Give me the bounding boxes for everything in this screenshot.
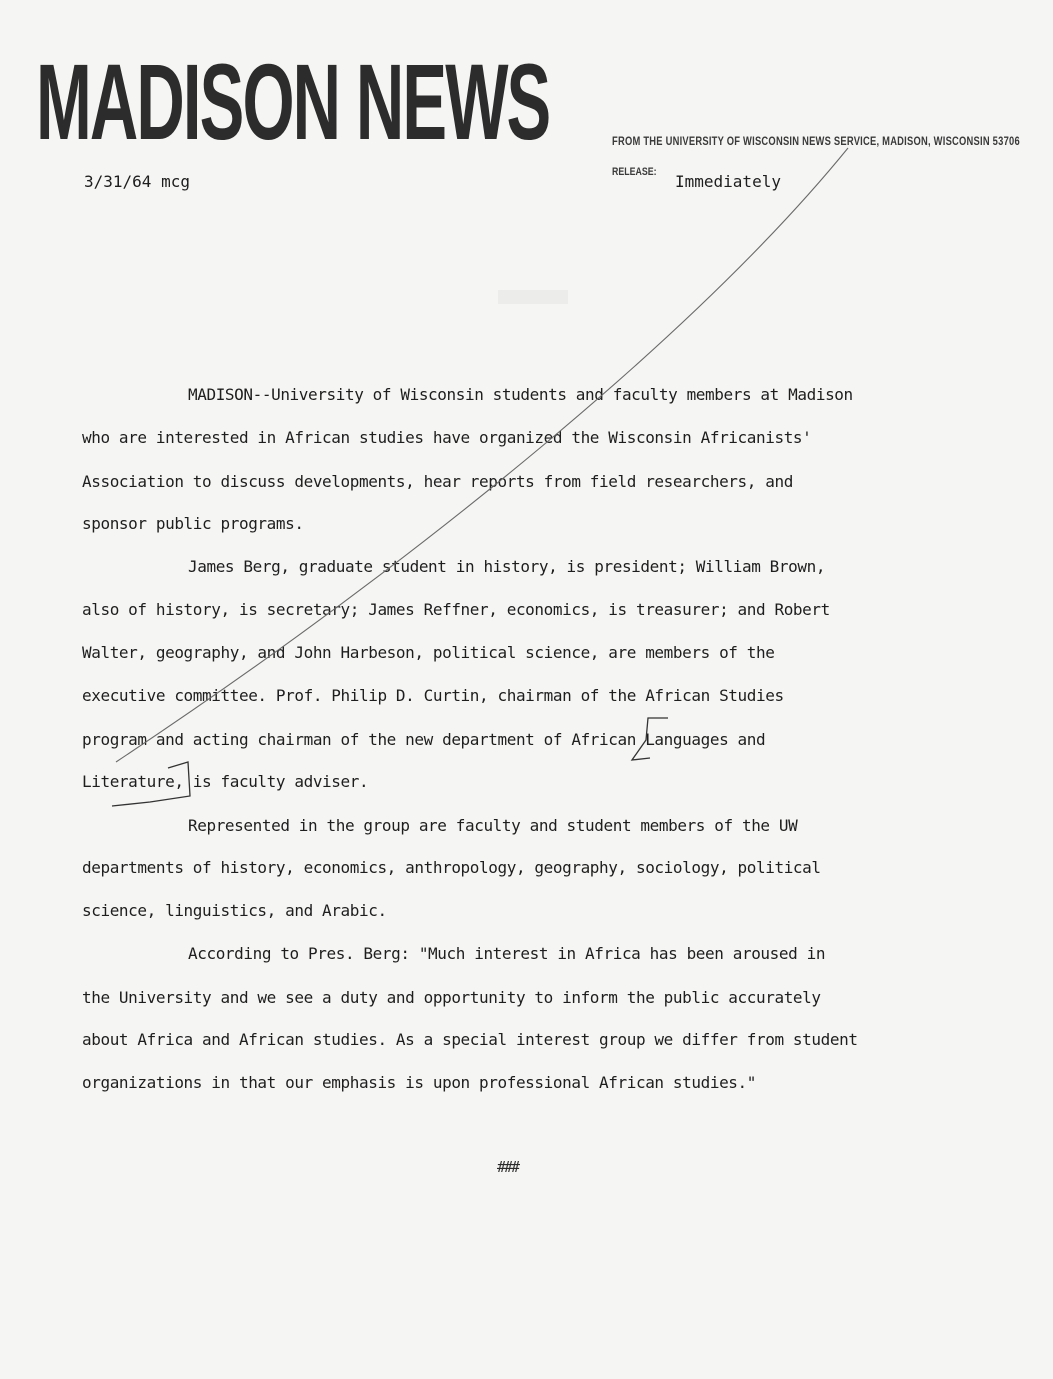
- masthead-title: MADISON NEWS: [36, 41, 550, 162]
- release-value: Immediately: [675, 172, 781, 191]
- body-line: According to Pres. Berg: "Much interest in Africa has been aroused in: [188, 944, 826, 963]
- body-line: about Africa and African studies. As a special interest group we differ from student: [82, 1030, 858, 1049]
- body-line: departments of history, economics, anthropology, geography, sociology, political: [82, 858, 821, 877]
- body-line: Represented in the group are faculty and student members of the UW: [188, 816, 798, 835]
- body-line: Literature, is faculty adviser.: [82, 772, 369, 791]
- body-line: science, linguistics, and Arabic.: [82, 901, 387, 920]
- end-mark: ###: [497, 1158, 519, 1176]
- body-line: the University and we see a duty and opportunity to inform the public accurately: [82, 988, 821, 1007]
- body-line: MADISON--University of Wisconsin students and faculty members at Madison: [188, 385, 853, 404]
- release-label: RELEASE:: [612, 166, 657, 178]
- body-line: sponsor public programs.: [82, 514, 304, 533]
- diagonal-pencil-line: [116, 148, 848, 762]
- from-line: FROM THE UNIVERSITY OF WISCONSIN NEWS SERVICE, MADISON, WISCONSIN 53706: [612, 134, 1020, 148]
- body-line: organizations in that our emphasis is upon professional African studies.": [82, 1073, 756, 1092]
- bleed-through-smudge: [498, 290, 568, 304]
- body-line: who are interested in African studies have organized the Wisconsin Africanists': [82, 428, 812, 447]
- body-line: Association to discuss developments, hear reports from field researchers, and: [82, 472, 793, 491]
- body-line: Walter, geography, and John Harbeson, political science, are members of the: [82, 643, 775, 662]
- body-line: program and acting chairman of the new department of African Languages and: [82, 730, 766, 749]
- body-line: executive committee. Prof. Philip D. Curtin, chairman of the African Studies: [82, 686, 784, 705]
- body-line: also of history, is secretary; James Reffner, economics, is treasurer; and Robert: [82, 600, 830, 619]
- dateline: 3/31/64 mcg: [84, 172, 190, 191]
- body-line: James Berg, graduate student in history, is president; William Brown,: [188, 557, 826, 576]
